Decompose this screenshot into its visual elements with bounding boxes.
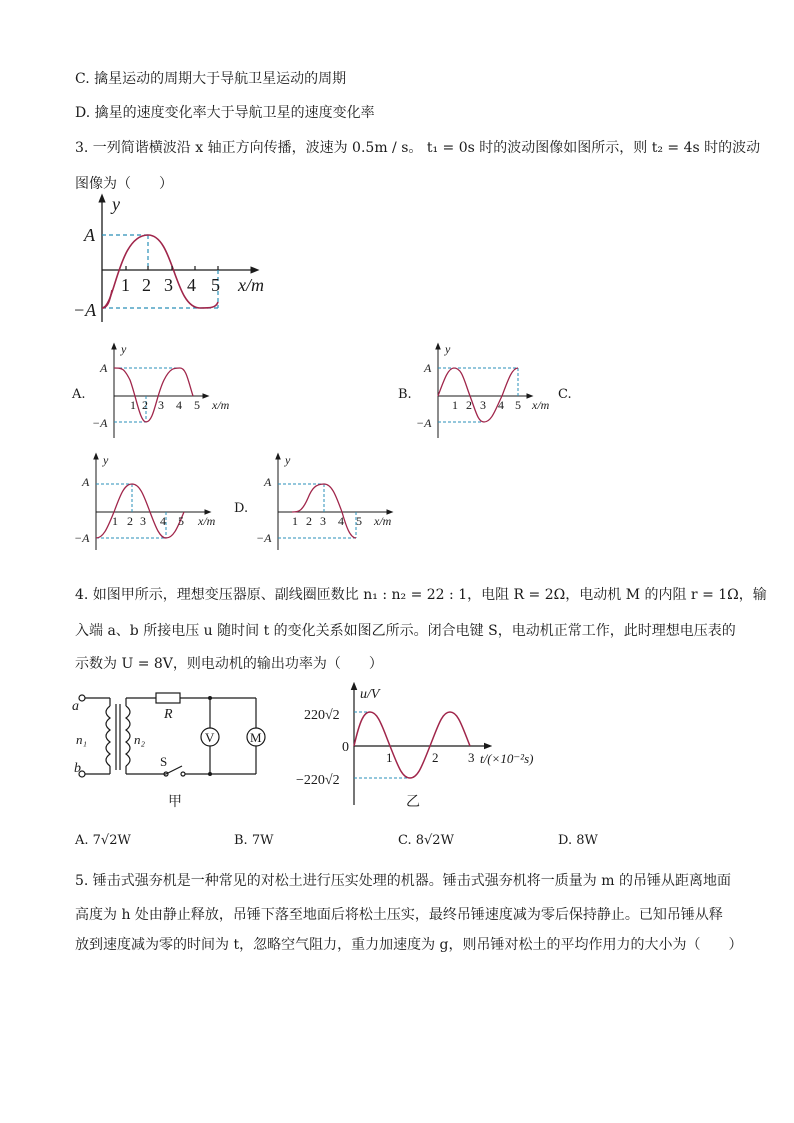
q5-stem-line2: 高度为 h 处由静止释放，吊锤下落至地面后将松土压实，最终吊锤速度减为零后保持静止。已知吊锤从释: [75, 907, 723, 923]
svg-text:1: 1: [112, 514, 118, 528]
q5-stem-line3: 放到速度减为零的时间为 t，忽略空气阻力，重力加速度为 g，则吊锤对松土的平均作用力的大小为（ ）: [75, 937, 743, 953]
q4-stem-line3: 示数为 U = 8V，则电动机的输出功率为（ ）: [75, 656, 383, 672]
circuit-label-n2: n₂: [134, 732, 146, 747]
svg-text:−A: −A: [416, 416, 432, 430]
svg-text:4: 4: [498, 398, 504, 412]
q3-main-amp-neg: −A: [73, 300, 97, 320]
q3-main-x-label: x/m: [238, 275, 264, 295]
svg-text:3: 3: [320, 514, 326, 528]
q3-main-tick-2: 2: [142, 275, 151, 295]
voltmeter-icon: V: [205, 730, 215, 745]
svg-text:1: 1: [130, 398, 136, 412]
q3-stem-line2: 图像为（ ）: [75, 176, 173, 192]
prev-option-d: D. 擒星的速度变化率大于导航卫星的速度变化率: [75, 105, 375, 121]
svg-text:4: 4: [338, 514, 344, 528]
q3-main-tick-3: 3: [164, 275, 173, 295]
graph-tick-1: 1: [386, 750, 393, 765]
svg-text:5: 5: [356, 514, 362, 528]
svg-text:5: 5: [515, 398, 521, 412]
svg-text:4: 4: [176, 398, 182, 412]
circuit-label-b: b: [74, 761, 81, 776]
q4-option-d[interactable]: D. 8W: [558, 833, 598, 848]
svg-text:1: 1: [452, 398, 458, 412]
circuit-label-a: a: [72, 699, 79, 714]
prev-option-c: C. 擒星运动的周期大于导航卫星运动的周期: [75, 71, 347, 87]
svg-text:−A: −A: [92, 416, 108, 430]
q3-main-tick-4: 4: [187, 275, 196, 295]
svg-text:2: 2: [142, 398, 148, 412]
svg-text:A: A: [100, 361, 108, 375]
q3-option-b-figure[interactable]: [412, 340, 562, 440]
svg-text:A: A: [82, 475, 90, 489]
svg-text:x/m: x/m: [198, 514, 216, 528]
graph-y-label: u/V: [360, 687, 380, 702]
q4-voltage-graph: [292, 680, 552, 815]
q3-option-d-figure[interactable]: [252, 452, 412, 552]
circuit-label-s: S: [160, 754, 168, 769]
svg-text:1: 1: [292, 514, 298, 528]
graph-pos-value: 220√2: [304, 708, 340, 723]
q3-option-c-figure[interactable]: [70, 452, 230, 552]
svg-text:x/m: x/m: [532, 398, 550, 412]
svg-text:−A: −A: [256, 531, 272, 545]
graph-tick-3: 3: [468, 750, 475, 765]
graph-x-label: t/(×10⁻²s): [480, 751, 534, 766]
q3-main-tick-5: 5: [211, 275, 220, 295]
svg-text:y: y: [121, 342, 127, 356]
q3-main-y-label: y: [112, 194, 120, 214]
q3-main-amp-pos: A: [84, 225, 95, 245]
graph-neg-value: −220√2: [296, 773, 340, 788]
q4-option-b[interactable]: B. 7W: [234, 833, 274, 848]
svg-text:2: 2: [127, 514, 133, 528]
q3-main-wave-curve-left: [102, 290, 112, 308]
svg-text:2: 2: [466, 398, 472, 412]
graph-zero: 0: [342, 740, 349, 755]
q3-option-c-label[interactable]: C.: [558, 387, 572, 402]
svg-text:y: y: [103, 453, 109, 467]
svg-text:y: y: [285, 453, 291, 467]
q3-option-a-label[interactable]: A.: [72, 387, 86, 402]
q4-stem-line2: 入端 a、b 所接电压 u 随时间 t 的变化关系如图乙所示。闭合电键 S，电动机正常工作，此时理想电压表的: [75, 623, 736, 639]
svg-text:3: 3: [158, 398, 164, 412]
q3-main-tick-1: 1: [121, 275, 130, 295]
svg-text:4: 4: [160, 514, 166, 528]
q3-main-wave-curve: [102, 235, 218, 308]
svg-text:A: A: [264, 475, 272, 489]
graph-tick-2: 2: [432, 750, 439, 765]
q3-stem-line1: 3. 一列简谐横波沿 x 轴正方向传播，波速为 0.5m / s。 t₁ = 0s 时的波动图像如图所示，则 t₂ = 4s 时的波动: [75, 140, 761, 156]
q3-option-b-label[interactable]: B.: [398, 387, 412, 402]
circuit-label-n1: n₁: [76, 732, 88, 747]
circuit-caption: 甲: [168, 795, 182, 810]
svg-text:5: 5: [194, 398, 200, 412]
q4-option-a[interactable]: A. 7√2W: [75, 833, 131, 848]
svg-text:3: 3: [140, 514, 146, 528]
svg-text:2: 2: [306, 514, 312, 528]
svg-text:5: 5: [178, 514, 184, 528]
svg-text:−A: −A: [74, 531, 90, 545]
q4-option-c[interactable]: C. 8√2W: [398, 833, 454, 848]
q5-stem-line1: 5. 锤击式强夯机是一种常见的对松土进行压实处理的机器。锤击式强夯机将一质量为 m 的吊锤从距离地面: [75, 873, 731, 889]
q4-circuit-diagram: [70, 688, 270, 813]
graph-caption: 乙: [406, 795, 420, 810]
svg-text:A: A: [424, 361, 432, 375]
svg-text:y: y: [445, 342, 451, 356]
q3-option-d-label[interactable]: D.: [234, 501, 249, 516]
svg-text:3: 3: [480, 398, 486, 412]
q3-main-wave-figure: [70, 190, 290, 325]
circuit-label-r: R: [164, 707, 173, 722]
svg-text:x/m: x/m: [374, 514, 392, 528]
svg-text:x/m: x/m: [212, 398, 230, 412]
motor-icon: M: [250, 730, 262, 745]
q3-option-a-figure[interactable]: [88, 340, 248, 440]
q4-stem-line1: 4. 如图甲所示，理想变压器原、副线圈匝数比 n₁ : n₂ = 22 : 1，电阻 R = 2Ω，电动机 M 的内阻 r = 1Ω，输: [75, 587, 767, 603]
